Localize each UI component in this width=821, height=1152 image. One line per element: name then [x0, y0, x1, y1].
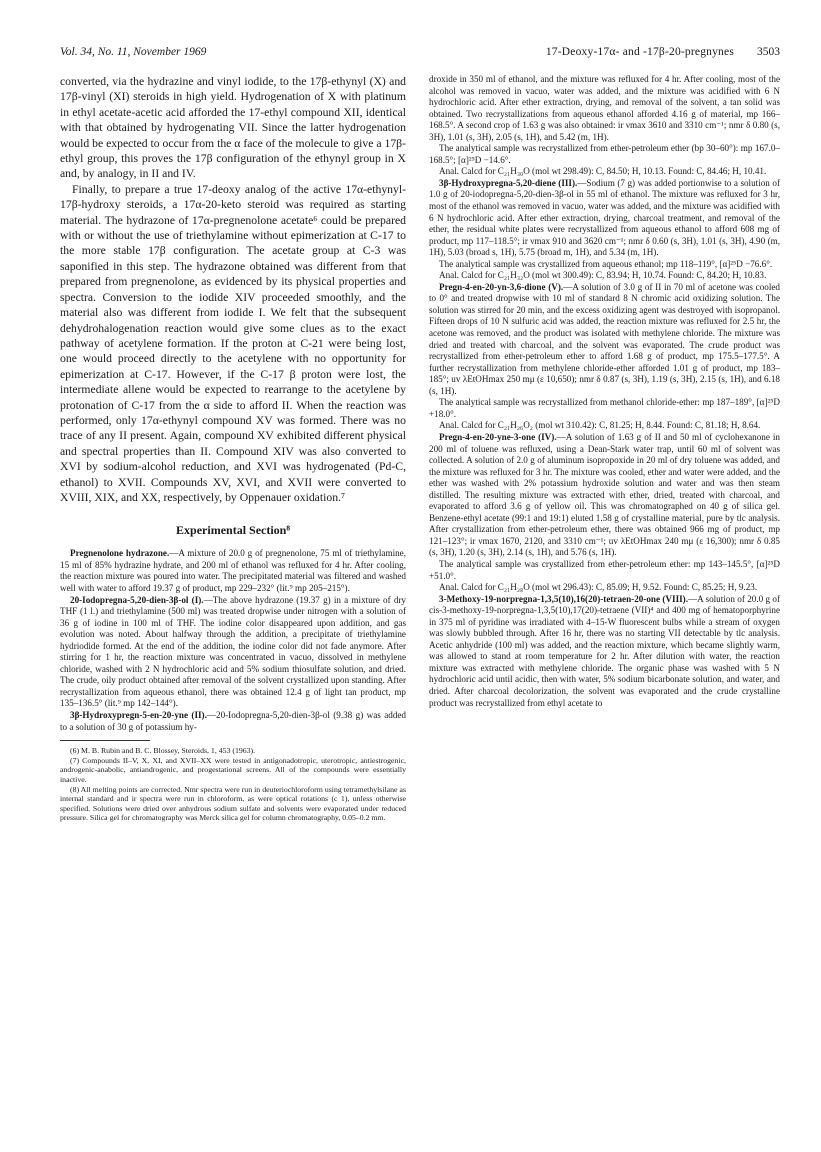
procedure-heading: Pregn-4-en-20-yne-3-one (IV).	[439, 431, 557, 442]
procedure-text: —A solution of 1.63 g of II and 50 ml of cyclohexanone in 200 ml of toluene was refluxed, using a Dean-Stark water trap, until 60 ml of solvent was collected. A solution of 2.0 g of aluminum isopropoxide in 20 ml of dry toluene was added, and the mixture was refluxed for 3 hr. The mixture was cooled, ether and water were added, and the ether was washed with 2% potassium hydroxide solution and water and was then steam distilled. The resulting mixture was extracted with ether, dried, treated with charcoal, and evaporated to afford 3.6 g of yellow oil. This was chromatographed on 40 g of silica gel. Benzene-ethyl acetate (99:1 and 19:1) eluted 1.58 g of crystalline material, pure by tlc analysis. After crystallization from ether-petroleum ether, there was obtained 966 mg of product, mp 121–123°; ir νmax 1670, 2120, and 3310 cm⁻¹; uv λEtOHmax 240 mμ (ε 16,300); nmr δ 0.85 (s, 3H), 1.20 (s, 3H), 2.14 (s, 1H), and 5.76 (s, 1H).	[429, 431, 780, 558]
page-number: 3503	[757, 46, 780, 58]
footnote-divider	[60, 740, 150, 741]
procedure-heading: 20-Iodopregna-5,20-dien-3β-ol (I).	[70, 594, 204, 605]
procedure-text: —A mixture of 20.0 g of pregnenolone, 75 ml of triethylamine, 15 ml of 85% hydrazine hydrate, and 200 ml of ethanol was refluxed for 4 hr. After cooling, the reaction mixture was poured into water. The precipitated material was filtered and washed well with water to afford 19.37 g of product, mp 229–232° (lit.⁹ mp 205–215°).	[60, 548, 407, 594]
procedure-iodopregnadienol	[60, 595, 406, 710]
procedure-heading: 3-Methoxy-19-norpregna-1,3,5(10),16(20)-tetraen-20-one (VIII).	[439, 593, 688, 604]
paragraph-continued: droxide in 350 ml of ethanol, and the mixture was refluxed for 4 hr. After cooling, most of the alcohol was removed in vacuo, water was added, and the mixture was acidified with 6 N hydrochloric acid. After ether extraction, drying, and removal of the solvent, a tan solid was obtained. Two recrystallizations from aqueous ethanol afforded 4.16 g of material, mp 166–168.5°. A second crop of 1.63 g was also obtained: ir νmax 3610 and 3310 cm⁻¹; nmr δ 0.80 (s, 3H), 1.01 (s, 3H), 2.05 (s, 1H), and 5.42 (m, 1H).	[429, 74, 780, 142]
analytical-sample-note: The analytical sample was recrystallized from methanol chloride-ether: mp 187–189°, [α]²⁵D +18.0°.	[429, 397, 780, 419]
procedure-heading: Pregn-4-en-20-yn-3,6-dione (V).	[439, 281, 564, 292]
elemental-analysis: Anal. Calcd for C₂₁H₃₂O (mol wt 300.49): C, 83.94; H, 10.74. Found: C, 84.20; H, 10.83.	[439, 270, 767, 281]
procedure-text: —20-Iodopregna-5,20-dien-3β-ol (9.38 g) was added to a solution of 30 g of potassium hy-	[60, 710, 406, 732]
elemental-analysis: Anal. Calcd for C₂₁H₂₈O (mol wt 296.43): C, 85.09; H, 9.52. Found: C, 85.25; H, 9.23.	[439, 582, 758, 593]
left-column	[60, 74, 406, 823]
analytical-sample-note: The analytical sample was crystallized from ether-petroleum ether: mp 143–145.5°, [α]²⁵D +51.0°.	[429, 558, 780, 581]
footnote: (6) M. B. Rubin and B. C. Blossey, Steroids, 1, 453 (1963).	[70, 746, 256, 756]
running-title: 17-Deoxy-17α- and -17β-20-pregnynes	[545, 46, 734, 58]
procedure-text: —The above hydrazone (19.37 g) in a mixture of dry THF (1 l.) and triethylamine (500 ml) was treated dropwise under nitrogen with a solution of 36 g of iodine in 100 ml of THF. The iodine color disappeared upon addition, and gas evolution was noted. About halfway through the addition, a precipitate of triethylamine hydriodide formed. At the end of the addition, the iodine color did not fade anymore. After stirring for 1 hr, the reaction mixture was concentrated in vacuo, dissolved in methylene chloride, washed with 2 N hydrochloric acid and 5% sodium thiosulfate solution, and dried. The crude, oily product obtained after removal of the solvent crystallized upon standing. After recrystallization from aqueous ethanol, there was obtained 12.4 g of light tan product, mp 135–136.5° (lit.⁹ mp 142–144°).	[60, 594, 406, 709]
discussion-paragraph	[60, 182, 406, 506]
section-title: Experimental Section⁸	[176, 523, 290, 538]
procedure-text: —A solution of 20.0 g of cis-3-methoxy-19-norpregna-1,3,5(10),17(20)-tetraene (VII)⁴ and 400 mg of hematoporphyrine in 375 ml of pyridine was irradiated with 4–15-W fluorescent bulbs while a stream of oxygen was slowly bubbled through. After 16 hr, there was no starting VII detectable by tlc analysis. Acetic anhydride (100 ml) was added, and the reaction mixture, which became slightly warm, was allowed to stand at room temperature for 2 hr. After dilution with water, the reaction mixture was extracted with methylene chloride. The organic phase was washed with 5 N hydrochloric acid until acidic, then with water, 5% sodium bicarbonate solution, and water, and dried. After charcoal decolorization, the solvent was evaporated and the crude crystalline product was recrystallized from ethyl acetate to	[429, 593, 780, 708]
procedure-text: —A solution of 3.0 g of II in 70 ml of acetone was cooled to 0° and treated dropwise with 10 ml of standard 8 N chromic acid oxidizing solution. The solution was stirred for 20 min, and the excess oxidizing agent was destroyed with isopropanol. Fifteen drops of 10 N sulfuric acid was added, the reaction mixture was refluxed for 2.5 hr, the acetone was removed, and the product was isolated with methylene chloride. The mixture was dried and treated with charcoal, and the solvent was evaporated. The crude product was recrystallized from ether-petroleum ether to afford 1.68 g of product, mp 175.5–177.5°. A further recrystallization from methylene chloride-ether afforded 1.01 g of product, mp 183–185°; uv λEtOHmax 250 mμ (ε 10,650); nmr δ 0.87 (s, 3H), 1.19 (s, 3H), 2.15 (s, 1H), and 6.18 (s, 1H).	[429, 281, 780, 396]
elemental-analysis: Anal. Calcd for C₂₁H₂₆O₂ (mol wt 310.42): C, 81.25; H, 8.44. Found: C, 81.18; H, 8.64.	[439, 420, 761, 431]
experimental-section	[60, 548, 406, 733]
procedure-heading: 3β-Hydroxypregna-5,20-diene (III).	[439, 177, 578, 188]
procedure-pregnenolone-hydrazone	[60, 548, 406, 594]
procedure-text: —Sodium (7 g) was added portionwise to a solution of 1.0 g of 20-iodopregna-5,20-dien-3β-ol in 55 ml of ethanol. The mixture was refluxed for 3 hr, most of the ethanol was removed in vacuo, water was added, and the mixture was acidified with 6 N hydrochloric acid. After ether extraction, drying, charcoal treatment, and removal of the ether, the residual white plates were recrystallized from aqueous ethanol to afford 608 mg of product, mp 117–118.5°; ir νmax 910 and 3620 cm⁻¹; nmr δ 0.60 (s, 3H), 1.01 (s, 3H), 4.90 (m, 1H), 5.03 (broad s, 1H), 5.75 (broad m, 1H), and 5.34 (m, 1H).	[429, 177, 780, 258]
discussion-text: Finally, to prepare a true 17-deoxy analog of the active 17α-ethynyl-17β-hydroxy steroids, a 17α-20-keto steroid was required as starting material. The hydrazone of 17α-pregnenolone acetate⁶ could be prepared with or without the use of triethylamine without epimerization at C-17 to the more stable 17β configuration. The acetate group at C-3 was saponified in this step. The hydrazone obtained was different from that prepared from pregnenolone, as evidenced by its physical properties and spectra. Conversion to the iodide XIV proceeded smoothly, and the material also was different from iodide I. We felt that the subsequent dehydrohalogenation reaction would give some clues as to the exact pathway of acetylene formation. If the proton at C-21 were being lost, one would proceed directly to the acetylene with no opportunity for epimerization at C-17. However, if the C-17 β proton were lost, the intermediate allene would be expected to rearrange to the acetylene by protonation of C-17 from the α side to afford II. When the reaction was performed, only 17α-ethynyl compound XV was formed. There was no trace of any II present. Again, compound XV exhibited different physical and spectral properties than II. Compound XIV was also converted to XVI by sodium-alcohol reduction, and XVI was hydrogenated (Pd-C, ethanol) to XVII. Compounds XV, XVI, and XVII were converted to XVIII, XIX, and XX, respectively, by Oppenauer oxidation.⁷	[60, 182, 406, 504]
procedure-heading: Pregnenolone hydrazone.	[70, 548, 170, 559]
procedure-heading: 3β-Hydroxypregn-5-en-20-yne (II).	[70, 710, 207, 721]
procedure-pregnenyndione	[429, 282, 780, 397]
procedure-hydroxypregnenyne	[60, 710, 406, 733]
running-header	[60, 44, 780, 60]
volume-info: Vol. 34, No. 11, November 1969	[60, 46, 207, 58]
procedure-pregnenynone	[429, 432, 780, 559]
footnote: (8) All melting points are corrected. Nmr spectra were run in deuteriochloroform using tetramethylsilane as internal standard and ir spectra were run in chloroform, as were optical rotations (c 1), unless otherwise specified. Solutions were dried over anhydrous sodium sulfate and solvents were evaporated under reduced pressure. Silica gel for chromatography was Merck silica gel for column chromatography, 0.05–0.2 mm.	[60, 784, 406, 823]
footnote: (7) Compounds II–V, X, XI, and XVII–XX were tested in antigonadotropic, uterotropic, antiestrogenic, androgenic-anabolic, antiandrogenic, and progestational screens. All of the compounds were essentially inactive.	[60, 755, 406, 784]
intro-paragraph: converted, via the hydrazine and vinyl iodide, to the 17β-ethynyl (X) and 17β-vinyl (XI) steroids in high yield. Hydrogenation of X with platinum in ethyl acetate-acetic acid afforded the 17-ethyl compound XII, identical with that obtained by hydrogenating VII. Since the latter hydrogenation would be expected to occur from the α face of the molecule to give a 17β-ethyl group, this proves the 17β configuration of the ethynyl group in X and, by analogy, in II and IV.	[60, 75, 407, 181]
footnotes	[60, 746, 406, 823]
procedure-methoxy-norpregnatetraenone	[429, 594, 780, 709]
analytical-sample-note: The analytical sample was recrystallized from ether-petroleum ether (bp 30–60°): mp 167.0–168.5°; [α]²⁵D −14.6°.	[429, 143, 780, 165]
right-column	[429, 74, 780, 709]
analytical-sample-note: The analytical sample was crystallized from aqueous ethanol; mp 118–119°, [α]²⁵D −76.6°.	[439, 258, 773, 269]
elemental-analysis: Anal. Calcd for C₂₁H₃₀O (mol wt 298.49): C, 84.50; H, 10.13. Found: C, 84.46; H, 10.41.	[439, 166, 767, 177]
procedure-hydroxypregnadiene	[429, 178, 780, 259]
